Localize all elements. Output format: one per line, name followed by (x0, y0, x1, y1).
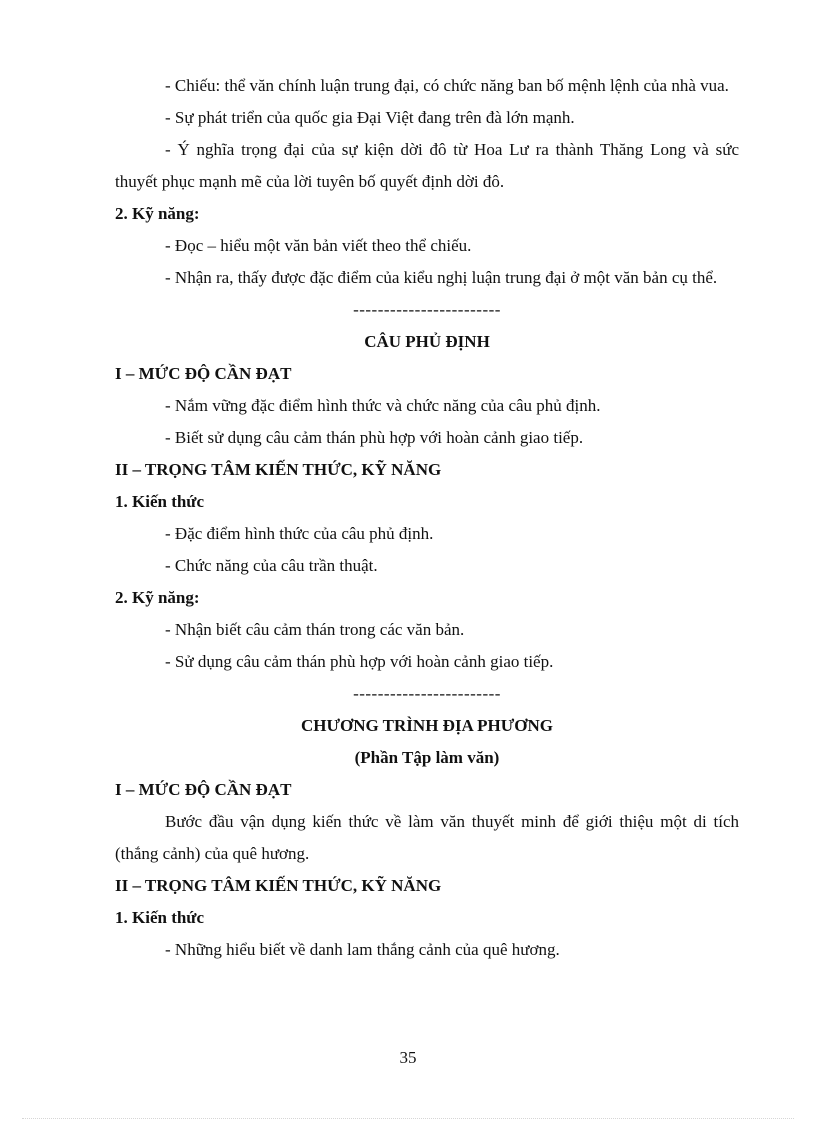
subheading: 2. Kỹ năng: (115, 588, 200, 607)
page-number: 35 (399, 1048, 417, 1067)
section-heading: II – TRỌNG TÂM KIẾN THỨC, KỸ NĂNG (115, 876, 442, 895)
text-line: - Biết sử dụng câu cảm thán phù hợp với hoàn cảnh giao tiếp. (165, 428, 584, 447)
text-line: - Nắm vững đặc điểm hình thức và chức năng của câu phủ định. (165, 396, 601, 415)
page-bottom-rule (22, 1118, 794, 1119)
text-line: - Chiếu: thể văn chính luận trung đại, có chức năng ban bố mệnh lệnh của nhà vua. (165, 76, 729, 95)
section-separator: ------------------------ (353, 684, 501, 703)
text-line: - Sử dụng câu cảm thán phù hợp với hoàn cảnh giao tiếp. (165, 652, 554, 671)
document-page (115, 70, 739, 966)
section-heading: II – TRỌNG TÂM KIẾN THỨC, KỸ NĂNG (115, 460, 442, 479)
section-title: CHƯƠNG TRÌNH ĐỊA PHƯƠNG (300, 716, 554, 735)
section-separator: ------------------------ (353, 300, 501, 319)
section-heading: I – MỨC ĐỘ CẦN ĐẠT (115, 780, 292, 799)
section-subtitle: (Phần Tập làm văn) (354, 748, 500, 767)
subheading: 1. Kiến thức (115, 492, 205, 511)
text-line: - Đặc điểm hình thức của câu phủ định. (165, 524, 434, 543)
text-line: - Chức năng của câu trần thuật. (165, 556, 378, 575)
text-line: - Sự phát triển của quốc gia Đại Việt đang trên đà lớn mạnh. (165, 108, 575, 127)
section-title: CÂU PHỦ ĐỊNH (364, 332, 490, 351)
section-heading: I – MỨC ĐỘ CẦN ĐẠT (115, 364, 292, 383)
text-line: Bước đầu vận dụng kiến thức về làm văn thuyết minh để giới thiệu một di tích (thắng cảnh) của quê hương. (115, 812, 739, 863)
text-line: - Ý nghĩa trọng đại của sự kiện dời đô từ Hoa Lư ra thành Thăng Long và sức thuyết phục mạnh mẽ của lời tuyên bố quyết định dời đô. (115, 140, 739, 191)
text-line: - Đọc – hiểu một văn bản viết theo thể chiếu. (165, 236, 472, 255)
text-line: - Những hiểu biết về danh lam thắng cảnh của quê hương. (165, 940, 560, 959)
text-line: - Nhận ra, thấy được đặc điểm của kiểu nghị luận trung đại ở một văn bản cụ thể. (165, 268, 718, 287)
subheading: 1. Kiến thức (115, 908, 205, 927)
subheading: 2. Kỹ năng: (115, 204, 200, 223)
text-line: - Nhận biết câu cảm thán trong các văn bản. (165, 620, 465, 639)
